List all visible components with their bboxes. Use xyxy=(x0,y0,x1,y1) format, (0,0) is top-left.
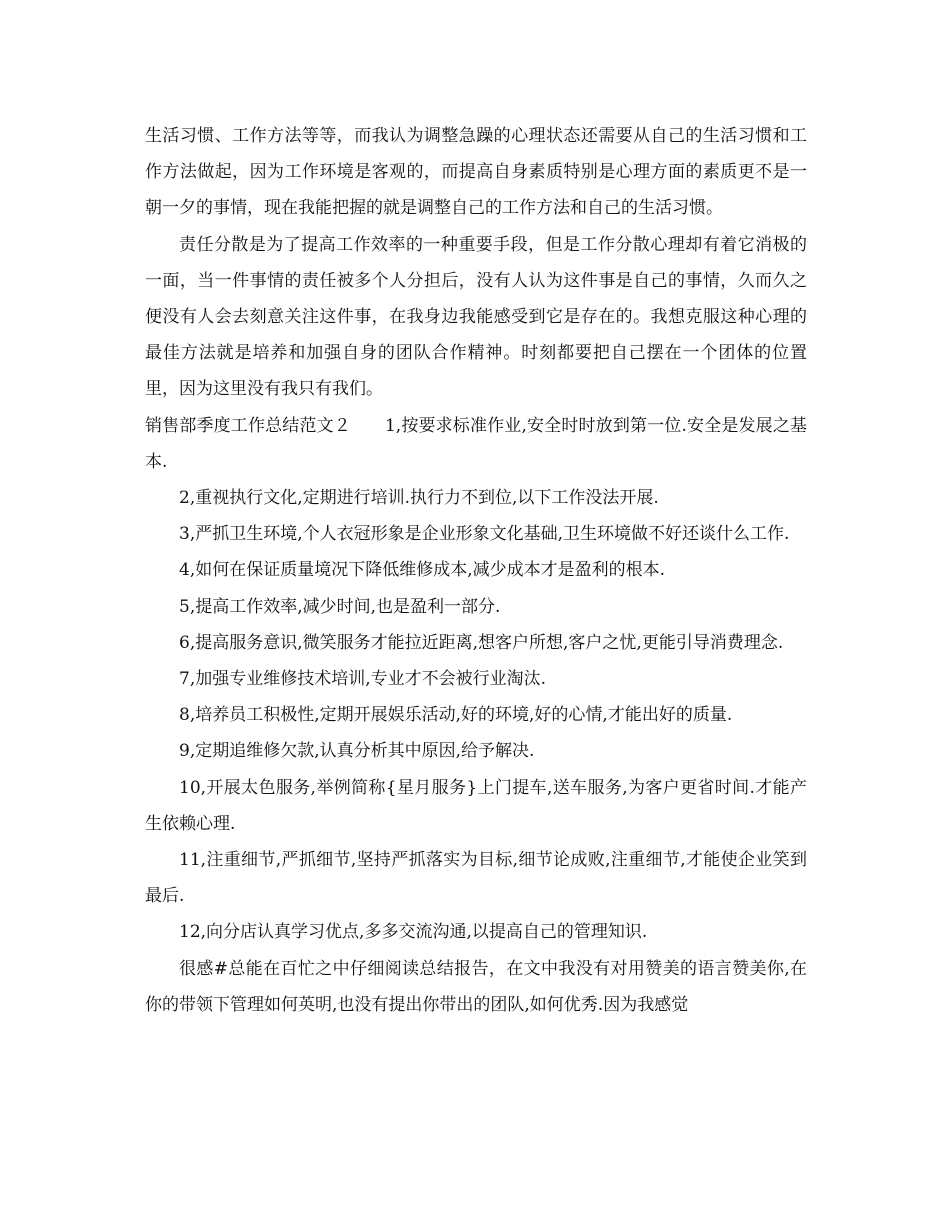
list-item: 3,严抓卫生环境,个人衣冠形象是企业形象文化基础,卫生环境做不好还谈什么工作. xyxy=(179,524,790,545)
section-title: 销售部季度工作总结范文２ xyxy=(145,415,351,436)
list-item: 7,加强专业维修技术培训,专业才不会被行业淘汰. xyxy=(179,669,547,690)
list-item: 4,如何在保证质量境况下降低维修成本,减少成本才是盈利的根本. xyxy=(179,560,666,581)
list-item: 6,提高服务意识,微笑服务才能拉近距离,想客户所想,客户之忧,更能引导消费理念. xyxy=(179,632,784,653)
list-item-1: 1,按要求标准作业,安全时时放到第一位.安全是发展之基本. xyxy=(145,415,807,472)
document-page xyxy=(145,118,807,1023)
paragraph-responsibility: 责任分散是为了提高工作效率的一种重要手段，但是工作分散心理却有着它消极的一面，当一件事情的责任被多个人分担后，没有人认为这件事是自己的事情，久而久之便没有人会去刻意关注这件事，在我身边我能感受到它是存在的。我想克服这种心理的最佳方法就是培养和加强自身的团队合作精神。时刻都要把自己摆在一个团体的位置里，因为这里没有我只有我们。 xyxy=(145,234,807,400)
list-item: 12,向分店认真学习优点,多多交流沟通,以提高自己的管理知识. xyxy=(179,922,648,943)
list-item: 5,提高工作效率,减少时间,也是盈利一部分. xyxy=(179,596,501,617)
list-item: 9,定期追维修欠款,认真分析其中原因,给予解决. xyxy=(179,741,535,762)
paragraph-closing: 很感#总能在百忙之中仔细阅读总结报告，在文中我没有对用赞美的语言赞美你,在你的带领下管理如何英明,也没有提出你带出的团队,如何优秀.因为我感觉 xyxy=(145,958,807,1015)
section-heading-paragraph xyxy=(145,408,807,480)
list-item: 10,开展太色服务,举例简称{星月服务}上门提车,送车服务,为客户更省时间.才能产生依赖心理. xyxy=(145,777,807,834)
list-item: 11,注重细节,严抓细节,坚持严抓落实为目标,细节论成败,注重细节,才能使企业笑到最后. xyxy=(145,850,807,907)
list-item: 2,重视执行文化,定期进行培训.执行力不到位,以下工作没法开展. xyxy=(179,488,659,509)
list-item: 8,培养员工积极性,定期开展娱乐活动,好的环境,好的心情,才能出好的质量. xyxy=(179,705,733,726)
paragraph-habits: 生活习惯、工作方法等等，而我认为调整急躁的心理状态还需要从自己的生活习惯和工作方法做起，因为工作环境是客观的，而提高自身素质特别是心理方面的素质更不是一朝一夕的事情，现在我能把握的就是调整自己的工作方法和自己的生活习惯。 xyxy=(145,126,807,219)
